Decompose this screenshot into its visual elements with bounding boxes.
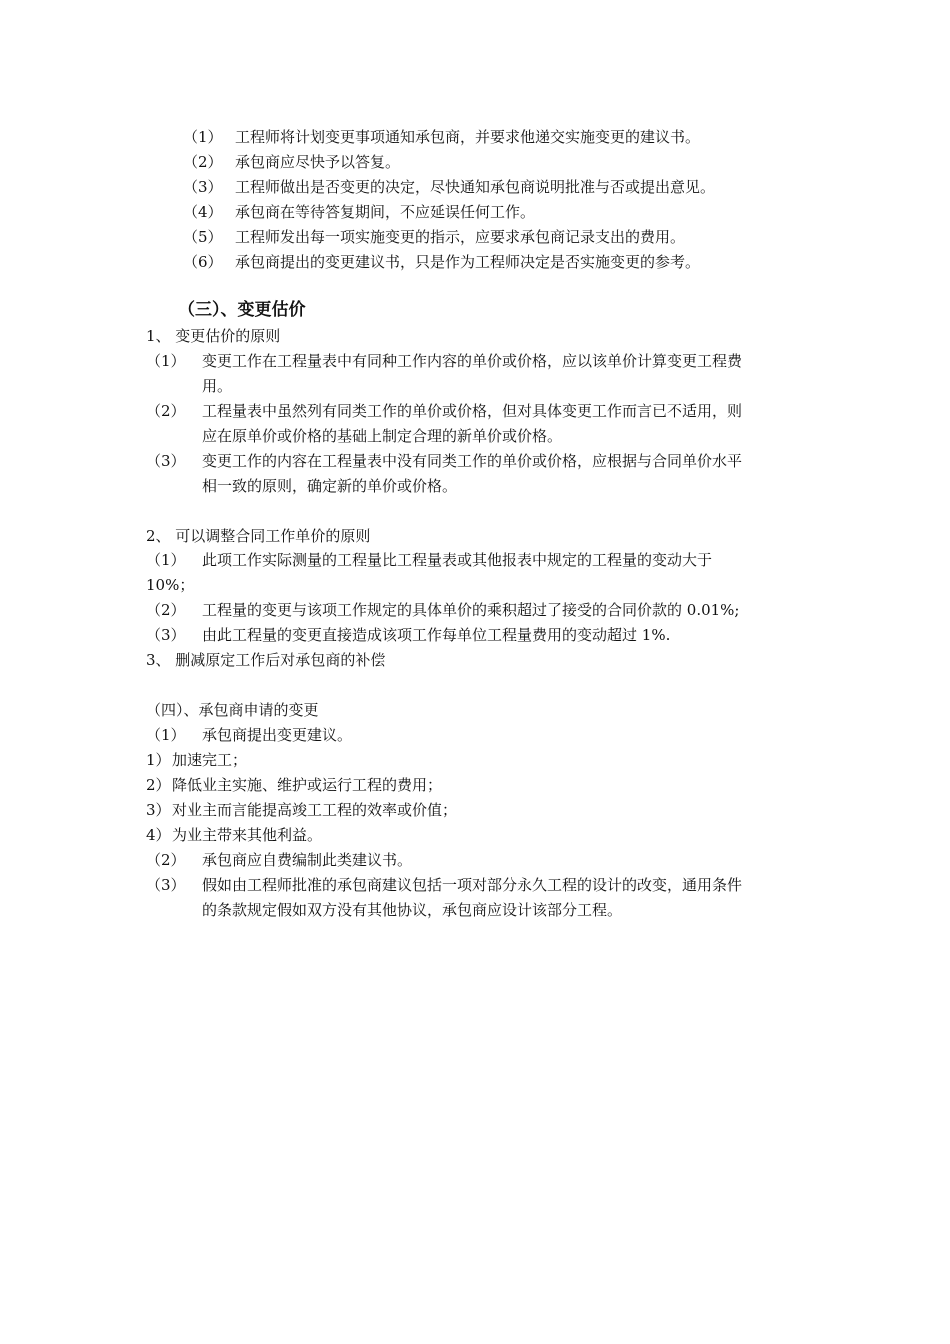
list-item-text: 工程师做出是否变更的决定，尽快通知承包商说明批准与否或提出意见。 (235, 178, 716, 196)
list-item-text: 工程师将计划变更事项通知承包商，并要求他递交实施变更的建议书。 (235, 128, 701, 146)
list-item-text-continuation: 10%； (146, 576, 195, 594)
list-item-number: （2） (146, 402, 186, 420)
list-item-number: （2） (183, 153, 223, 171)
list-item-number: （2） (146, 851, 186, 869)
list-item-number: （1） (146, 726, 186, 744)
subitem-text: 对业主而言能提高竣工工程的效率或价值； (172, 801, 458, 819)
list-item-number: （3） (146, 876, 186, 894)
list-item-text: 承包商提出的变更建议书，只是作为工程师决定是否实施变更的参考。 (235, 253, 701, 271)
list-item-text-continuation: 应在原单价或价格的基础上制定合理的新单价或价格。 (202, 427, 563, 445)
list-item-text-continuation: 的条款规定假如双方没有其他协议，承包商应设计该部分工程。 (202, 901, 623, 919)
list-item-number: （6） (183, 253, 223, 271)
list-item-text: 工程量表中虽然列有同类工作的单价或价格，但对具体变更工作而言已不适用，则 (202, 402, 743, 420)
list-item-number: （1） (146, 352, 186, 370)
list-item-number: （2） (146, 601, 186, 619)
list-item-number: （3） (146, 626, 186, 644)
subitem-text: 加速完工； (172, 751, 248, 769)
list-item-text: 变更工作的内容在工程量表中没有同类工作的单价或价格，应根据与合同单价水平 (202, 452, 743, 470)
list-item-number: （1） (146, 551, 186, 569)
list-item-number: （5） (183, 228, 223, 246)
subitem-number: 1） (146, 751, 171, 769)
sub1-title: 1、 变更估价的原则 (146, 327, 281, 345)
list-item-number: （3） (146, 452, 186, 470)
list-item-text: 由此工程量的变更直接造成该项工作每单位工程量费用的变动超过 1%. (202, 626, 671, 644)
list-item-text: 承包商应自费编制此类建议书。 (202, 851, 413, 869)
section-three-heading: （三）、变更估价 (178, 300, 306, 320)
subitem-number: 4） (146, 826, 171, 844)
list-item-text: 承包商在等待答复期间，不应延误任何工作。 (235, 203, 536, 221)
subitem-text: 降低业主实施、维护或运行工程的费用； (172, 776, 443, 794)
list-item-text-continuation: 用。 (202, 377, 233, 395)
list-item-text-continuation: 相一致的原则，确定新的单价或价格。 (202, 477, 458, 495)
subitem-number: 2） (146, 776, 171, 794)
list-item-number: （4） (183, 203, 223, 221)
section-four-heading: （四）、承包商申请的变更 (146, 701, 319, 719)
subitem-number: 3） (146, 801, 171, 819)
list-item-text: 工程师发出每一项实施变更的指示，应要求承包商记录支出的费用。 (235, 228, 686, 246)
list-item-text: 变更工作在工程量表中有同种工作内容的单价或价格，应以该单价计算变更工程费 (202, 352, 743, 370)
subitem-text: 为业主带来其他利益。 (172, 826, 323, 844)
list-item-number: （1） (183, 128, 223, 146)
sub3-title: 3、 删减原定工作后对承包商的补偿 (146, 651, 386, 669)
list-item-text: 工程量的变更与该项工作规定的具体单价的乘积超过了接受的合同价款的 0.01%; (202, 601, 740, 619)
list-item-number: （3） (183, 178, 223, 196)
list-item-text: 承包商应尽快予以答复。 (235, 153, 401, 171)
sub2-title: 2、 可以调整合同工作单价的原则 (146, 527, 371, 545)
list-item-text: 假如由工程师批准的承包商建议包括一项对部分永久工程的设计的改变，通用条件 (202, 876, 743, 894)
list-item-text: 此项工作实际测量的工程量比工程量表或其他报表中规定的工程量的变动大于 (202, 551, 713, 569)
list-item-text: 承包商提出变更建议。 (202, 726, 353, 744)
